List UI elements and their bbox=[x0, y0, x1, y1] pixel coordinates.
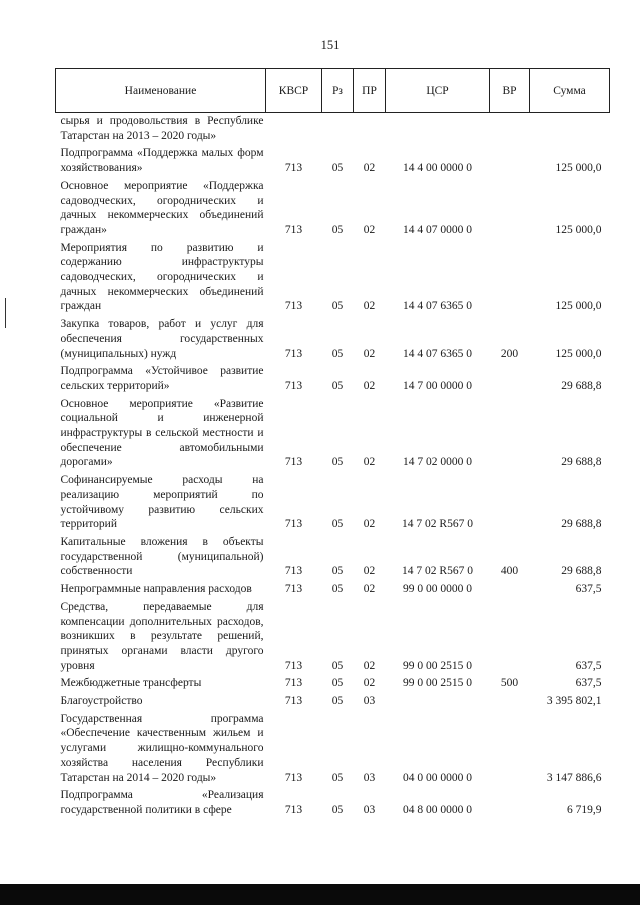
row-rz: 05 bbox=[331, 162, 344, 175]
row-rz: 05 bbox=[331, 659, 344, 672]
row-csr: 14 4 07 0000 0 bbox=[403, 223, 472, 236]
header-vr: ВР bbox=[490, 69, 530, 113]
row-csr: 14 7 00 0000 0 bbox=[403, 379, 472, 392]
row-kvsr: 713 bbox=[284, 659, 303, 672]
scan-margin-mark bbox=[5, 298, 6, 328]
row-kvsr: 713 bbox=[284, 771, 303, 784]
table-row bbox=[56, 362, 610, 394]
row-name: Софинансируемые расходы на реализацию мероприятий по устойчивому развитию сельских территорий bbox=[60, 474, 264, 531]
row-pr: 02 bbox=[363, 677, 376, 690]
row-kvsr: 713 bbox=[284, 379, 303, 392]
row-kvsr: 713 bbox=[284, 300, 303, 313]
row-vr: 400 bbox=[500, 565, 519, 578]
row-csr: 14 4 07 6365 0 bbox=[403, 347, 472, 360]
row-pr bbox=[354, 113, 386, 145]
row-name: Межбюджетные трансферты bbox=[60, 677, 202, 690]
row-vr bbox=[490, 786, 530, 818]
row-kvsr: 713 bbox=[284, 456, 303, 469]
row-kvsr bbox=[266, 113, 322, 145]
row-vr bbox=[490, 113, 530, 145]
row-rz bbox=[322, 113, 354, 145]
row-sum: 125 000,0 bbox=[555, 347, 602, 360]
row-pr: 02 bbox=[363, 162, 376, 175]
row-pr: 03 bbox=[363, 695, 376, 708]
header-pr: ПР bbox=[354, 69, 386, 113]
row-sum: 637,5 bbox=[575, 659, 602, 672]
header-csr: ЦСР bbox=[386, 69, 490, 113]
row-vr bbox=[490, 177, 530, 239]
row-sum: 637,5 bbox=[575, 677, 602, 690]
row-vr bbox=[490, 710, 530, 787]
row-name: Подпрограмма «Поддержка малых форм хозяйствования» bbox=[60, 147, 264, 175]
row-kvsr: 713 bbox=[284, 677, 303, 690]
row-csr: 99 0 00 0000 0 bbox=[403, 583, 472, 596]
header-rz: Рз bbox=[322, 69, 354, 113]
row-csr: 04 8 00 0000 0 bbox=[403, 803, 472, 816]
row-sum: 29 688,8 bbox=[561, 518, 602, 531]
row-pr: 02 bbox=[363, 300, 376, 313]
row-sum: 29 688,8 bbox=[561, 456, 602, 469]
row-pr: 02 bbox=[363, 565, 376, 578]
row-name: Государственная программа «Обеспечение качественным жильем и услугами жилищно-коммунального хозяйства населения Республики Татарстан на 2014 – 2020 годы» bbox=[60, 712, 264, 784]
row-kvsr: 713 bbox=[284, 803, 303, 816]
header-name: Наименование bbox=[56, 69, 266, 113]
header-kvsr: КВСР bbox=[266, 69, 322, 113]
row-name: Непрограммные направления расходов bbox=[60, 583, 252, 596]
row-sum: 125 000,0 bbox=[555, 162, 602, 175]
row-kvsr: 713 bbox=[284, 518, 303, 531]
row-kvsr: 713 bbox=[284, 223, 303, 236]
row-kvsr: 713 bbox=[284, 695, 303, 708]
table-row bbox=[56, 674, 610, 692]
row-pr: 02 bbox=[363, 456, 376, 469]
row-rz: 05 bbox=[331, 223, 344, 236]
row-vr bbox=[490, 362, 530, 394]
row-vr bbox=[490, 692, 530, 710]
page-number: 151 bbox=[320, 38, 340, 52]
row-csr: 14 4 07 6365 0 bbox=[403, 300, 472, 313]
row-kvsr: 713 bbox=[284, 583, 303, 596]
row-rz: 05 bbox=[331, 695, 344, 708]
row-rz: 05 bbox=[331, 456, 344, 469]
row-vr bbox=[490, 144, 530, 176]
row-pr: 02 bbox=[363, 379, 376, 392]
row-name: Закупка товаров, работ и услуг для обеспечения государственных (муниципальных) нужд bbox=[60, 318, 264, 360]
table-row bbox=[56, 144, 610, 176]
row-pr: 02 bbox=[363, 583, 376, 596]
table-row bbox=[56, 786, 610, 818]
row-kvsr: 713 bbox=[284, 565, 303, 578]
row-pr: 02 bbox=[363, 223, 376, 236]
table-row bbox=[56, 598, 610, 675]
row-name: Капитальные вложения в объекты государственной (муниципальной) собственности bbox=[60, 535, 264, 578]
row-sum: 637,5 bbox=[575, 583, 602, 596]
row-sum: 6 719,9 bbox=[567, 803, 602, 816]
row-rz: 05 bbox=[331, 518, 344, 531]
row-csr: 04 0 00 0000 0 bbox=[403, 771, 472, 784]
table-row bbox=[56, 395, 610, 472]
row-vr bbox=[490, 471, 530, 533]
row-vr bbox=[490, 395, 530, 472]
row-rz: 05 bbox=[331, 803, 344, 816]
row-vr: 500 bbox=[500, 677, 519, 690]
row-csr: 14 7 02 R567 0 bbox=[402, 518, 473, 531]
row-pr: 02 bbox=[363, 659, 376, 672]
row-pr: 03 bbox=[363, 771, 376, 784]
table-row bbox=[56, 239, 610, 316]
table-row bbox=[56, 533, 610, 580]
row-csr: 99 0 00 2515 0 bbox=[403, 659, 472, 672]
row-sum: 125 000,0 bbox=[555, 223, 602, 236]
table-row bbox=[56, 315, 610, 362]
table-row bbox=[56, 710, 610, 787]
row-name: Мероприятия по развитию и содержанию инфраструктуры садоводческих, огороднических и дачных некоммерческих объединений граждан bbox=[60, 241, 264, 313]
table-row bbox=[56, 177, 610, 239]
row-name: Основное мероприятие «Развитие социальной и инженерной инфраструктуры в сельской местности и обеспечение автомобильными дорогами» bbox=[60, 397, 264, 469]
row-name: Основное мероприятие «Поддержка садоводческих, огороднических и дачных некоммерческих объединений граждан» bbox=[60, 179, 264, 236]
row-sum bbox=[530, 113, 610, 145]
budget-table bbox=[55, 68, 610, 819]
row-csr: 14 4 00 0000 0 bbox=[403, 162, 472, 175]
header-sum: Сумма bbox=[530, 69, 610, 113]
row-name: Благоустройство bbox=[60, 695, 143, 708]
row-sum: 29 688,8 bbox=[561, 379, 602, 392]
row-sum: 125 000,0 bbox=[555, 300, 602, 313]
row-kvsr: 713 bbox=[284, 162, 303, 175]
row-vr: 200 bbox=[500, 347, 519, 360]
row-rz: 05 bbox=[331, 379, 344, 392]
table-row bbox=[56, 580, 610, 598]
row-pr: 02 bbox=[363, 518, 376, 531]
row-vr bbox=[490, 580, 530, 598]
row-kvsr: 713 bbox=[284, 347, 303, 360]
row-csr: 14 7 02 0000 0 bbox=[403, 456, 472, 469]
table-row bbox=[56, 471, 610, 533]
row-rz: 05 bbox=[331, 347, 344, 360]
row-name: Средства, передаваемые для компенсации дополнительных расходов, возникших в результате решений, принятых органами власти другого уровня bbox=[60, 600, 264, 672]
row-rz: 05 bbox=[331, 565, 344, 578]
table-row bbox=[56, 692, 610, 710]
row-sum: 3 147 886,6 bbox=[546, 771, 602, 784]
table-row bbox=[56, 113, 610, 145]
row-pr: 03 bbox=[363, 803, 376, 816]
row-name: Подпрограмма «Устойчивое развитие сельских территорий» bbox=[60, 365, 264, 392]
row-rz: 05 bbox=[331, 583, 344, 596]
row-vr bbox=[490, 239, 530, 316]
row-sum: 29 688,8 bbox=[561, 565, 602, 578]
row-vr bbox=[490, 598, 530, 675]
row-sum: 3 395 802,1 bbox=[546, 695, 602, 708]
row-rz: 05 bbox=[331, 771, 344, 784]
row-csr: 14 7 02 R567 0 bbox=[402, 565, 473, 578]
row-pr: 02 bbox=[363, 347, 376, 360]
scan-bottom-edge bbox=[0, 884, 640, 905]
row-csr bbox=[386, 692, 490, 710]
table-header-row bbox=[56, 69, 610, 113]
row-csr: 99 0 00 2515 0 bbox=[403, 677, 472, 690]
row-rz: 05 bbox=[331, 677, 344, 690]
row-name: сырья и продовольствия в Республике Татарстан на 2013 – 2020 годы» bbox=[60, 115, 264, 142]
row-csr bbox=[386, 113, 490, 145]
row-rz: 05 bbox=[331, 300, 344, 313]
row-name: Подпрограмма «Реализация государственной политики в сфере bbox=[60, 789, 264, 816]
